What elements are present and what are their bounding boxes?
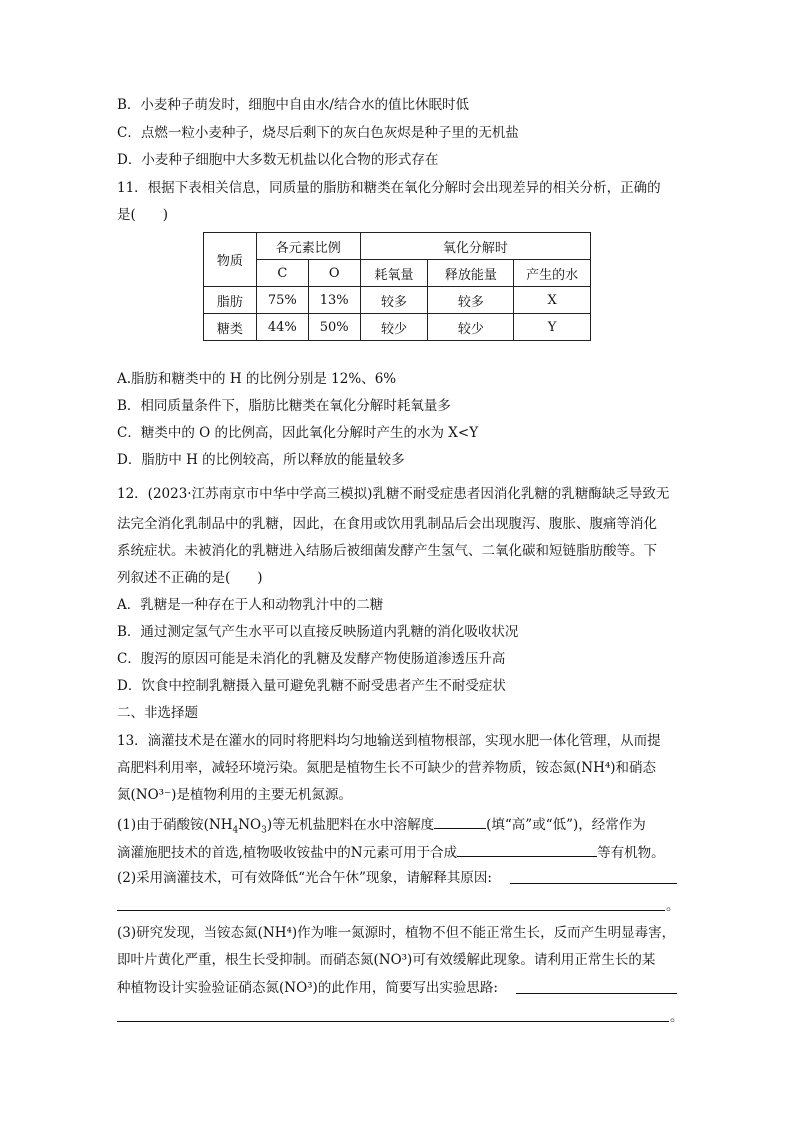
q13-part1-line1 [117, 814, 646, 840]
q13-part2-text: (2)采用滴灌技术，可有效降低“光合午休”现象，请解释其原因: [117, 870, 492, 886]
q12-stem-line3: 系统症状。未被消化的乳糖进入结肠后被细菌发酵产生氢气、二氧化碳和短链脂肪酸等。下 [117, 543, 657, 559]
table-cell: 50% [308, 314, 360, 341]
q10-option-c: C．点燃一粒小麦种子，烧尽后剩下的灰白色灰烬是种子里的无机盐 [117, 125, 519, 141]
q13-part3-line3 [117, 979, 498, 997]
q11-stem-line2: 是( ) [117, 207, 169, 223]
answer-line[interactable] [117, 1021, 669, 1022]
period-mark: 。 [670, 1009, 684, 1025]
q12-option-d: D．饮食中控制乳糖摄入量可避免乳糖不耐受患者产生不耐受症状 [117, 678, 506, 694]
header-substance: 物质 [204, 233, 257, 287]
q10-option-b: B．小麦种子萌发时，细胞中自由水/结合水的值比休眠时低 [117, 97, 469, 113]
q11-stem-line1: 11．根据下表相关信息，同质量的脂肪和糖类在氧化分解时会出现差异的相关分析，正确的 [117, 180, 661, 196]
q13-part1-text: NO [238, 817, 262, 833]
q13-part1-text: 滴灌施肥技术的首选,植物吸收铵盐中的N元素可用于合成 [117, 845, 458, 861]
q12-option-a: A．乳糖是一种存在于人和动物乳汁中的二糖 [117, 597, 384, 613]
table-cell: Y [514, 314, 591, 341]
table-cell: 脂肪 [204, 287, 257, 314]
table-cell: 较少 [360, 314, 428, 341]
q13-part2-line1 [117, 869, 492, 887]
header-oxygen-element: O [308, 260, 360, 287]
header-oxidation: 氧化分解时 [360, 233, 590, 260]
q11-option-d: D．脂肪中 H 的比例较高，所以释放的能量较多 [117, 452, 405, 468]
header-element-ratio: 各元素比例 [256, 233, 360, 260]
q13-part3-text: 种植物设计实验验证硝态氮(NO³)的此作用，简要写出实验思路: [117, 980, 498, 996]
q11-data-table [203, 232, 591, 341]
period-mark: 。 [666, 898, 680, 914]
answer-line[interactable] [117, 910, 665, 911]
table-cell: 44% [256, 314, 308, 341]
q13-part1-text: (填“高”或“低”)，经常作为 [486, 817, 646, 833]
q13-part1-text: (1)由于硝酸铵(NH [117, 817, 233, 833]
table-cell: 较多 [360, 287, 428, 314]
header-energy-released: 释放能量 [428, 260, 514, 287]
header-carbon: C [256, 260, 308, 287]
table-cell: 13% [308, 287, 360, 314]
q12-stem-line1: 12．(2023·江苏南京市中华中学高三模拟)乳糖不耐受症患者因消化乳糖的乳糖酶缺乏导致无 [117, 486, 670, 502]
q10-option-d: D．小麦种子细胞中大多数无机盐以化合物的形式存在 [117, 152, 439, 168]
table-row-sugar [204, 314, 591, 341]
answer-blank-solubility[interactable] [434, 814, 486, 829]
q13-part3-line1: (3)研究发现，当铵态氮(NH⁴)作为唯一氮源时，植物不但不能正常生长，反而产生明显毒害， [117, 925, 676, 941]
q13-stem-line2: 高肥料利用率，减轻环境污染。氮肥是植物生长不可缺少的营养物质，铵态氮(NH⁴)和硝态 [117, 760, 657, 776]
subscript: 4 [232, 825, 239, 836]
q11-option-c: C．糖类中的 O 的比例高，因此氧化分解时产生的水为 X<Y [117, 425, 479, 441]
q13-part1-text: 等有机物。 [597, 845, 665, 861]
q11-option-a: A.脂肪和糖类中的 H 的比例分别是 12%、6% [117, 371, 397, 387]
q11-option-b: B．相同质量条件下，脂肪比糖类在氧化分解时耗氧量多 [117, 398, 451, 414]
answer-line[interactable] [516, 993, 677, 994]
q12-option-c: C．腹泻的原因可能是未消化的乳糖及发酵产物使肠道渗透压升高 [117, 651, 506, 667]
header-oxygen-consumption: 耗氧量 [360, 260, 428, 287]
q13-stem-line1: 13．滴灌技术是在灌水的同时将肥料均匀地输送到植物根部，实现水肥一体化管理，从而提 [117, 733, 661, 749]
table-row-fat [204, 287, 591, 314]
q13-stem-line3: 氮(NO³⁻)是植物利用的主要无机氮源。 [117, 787, 352, 803]
table-cell: 较少 [428, 314, 514, 341]
q13-part3-line2: 即叶片黄化严重，根生长受抑制。而硝态氮(NO³)可有效缓解此现象。请利用正常生长的某 [117, 952, 656, 968]
q12-stem-line4: 列叙述不正确的是( ) [117, 570, 263, 586]
q12-option-b: B．通过测定氢气产生水平可以直接反映肠道内乳糖的消化吸收状况 [117, 624, 519, 640]
section-heading-non-choice: 二、非选择题 [117, 705, 198, 721]
table-cell: 75% [256, 287, 308, 314]
table-cell: 糖类 [204, 314, 257, 341]
answer-line[interactable] [510, 883, 677, 884]
subscript: 3 [261, 825, 267, 836]
table-cell: 较多 [428, 287, 514, 314]
q13-part1-line2 [117, 842, 665, 862]
q12-stem-line2: 法完全消化乳制品中的乳糖，因此，在食用或饮用乳制品后会出现腹泻、腹胀、腹痛等消化 [117, 516, 657, 532]
answer-blank-organics[interactable] [457, 842, 597, 857]
header-water-produced: 产生的水 [514, 260, 591, 287]
q13-part1-text: )等无机盐肥料在水中溶解度 [266, 817, 435, 833]
table-cell: X [514, 287, 591, 314]
